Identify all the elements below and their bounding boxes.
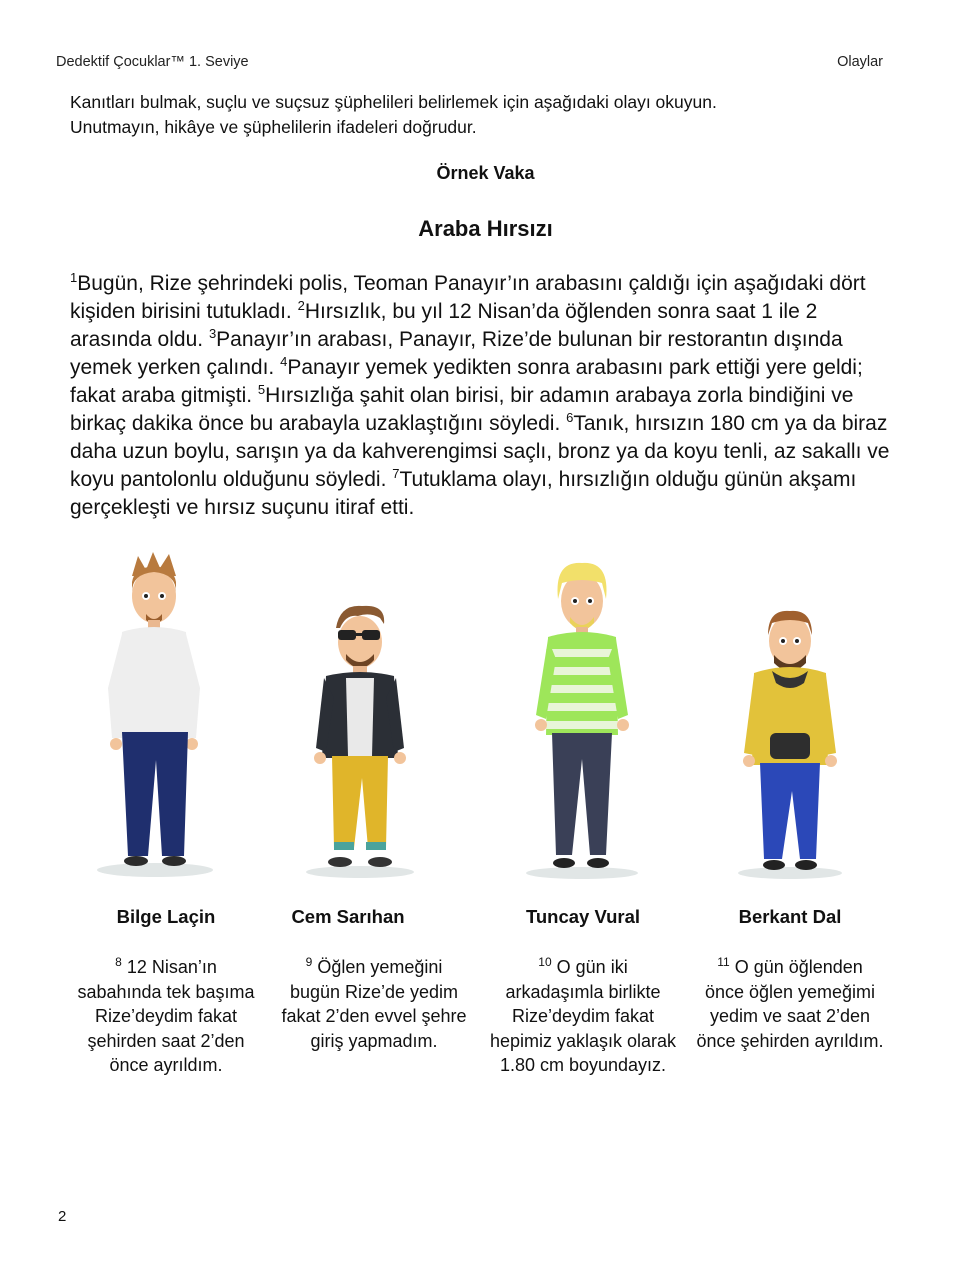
story-paragraph [70,270,900,522]
header-left: Dedektif Çocuklar™ 1. Seviye [56,54,249,70]
suspect-4-illustration [730,605,850,883]
sentence-6: Tanık, hırsızın 180 cm ya da biraz daha uzun boylu, sarışın ya da kahverengimsi saçlı, bronz ya da koyu tenli, az sakallı ve koyu pantolonlu olduğunu söyledi. [70,412,890,491]
sentence-7: Tutuklama olayı, hırsızlığın olduğu günün akşamı gerçekleşti ve hırsız suçunu itiraf etti. [70,468,857,519]
sentence-5: Hırsızlığa şahit olan birisi, bir adamın arabaya zorla bindiğini ve birkaç dakika önce bu arabayla uzaklaştığını söyledi. [70,384,854,435]
sentence-1: Bugün, Rize şehrindeki polis, Teoman Panayır’ın arabasını çaldığı için aşağıdaki dört kişiden birisini tutukladı. [70,272,866,323]
statement-text-2: Öğlen yemeğini bugün Rize’de yedim fakat 2’den evvel şehre giriş yapmadım. [281,957,467,1051]
statement-number-11: 11 [717,955,730,969]
sentence-4: Panayır yemek yedikten sonra arabasını park ettiği yere geldi; fakat araba gitmişti. [70,356,863,407]
sentence-2: Hırsızlık, bu yıl 12 Nisan’da öğlenden sonra saat 1 ile 2 arasında oldu. [70,300,818,351]
sentence-number-4: 4 [280,354,288,369]
suspect-statement-1 [72,955,260,1078]
intro-line-1: Kanıtları bulmak, suçlu ve suçsuz şüphelileri belirlemek için aşağıdaki olayı okuyun. [70,92,717,112]
sentence-number-7: 7 [392,466,400,481]
suspect-statement-2 [280,955,468,1053]
statement-number-10: 10 [538,955,552,969]
intro-line-2: Unutmayın, hikâye ve şüphelilerin ifadeleri doğrudur. [70,117,477,137]
header-right: Olaylar [837,54,883,70]
statement-number-8: 8 [115,955,122,969]
case-title: Araba Hırsızı [418,216,553,241]
suspect-statement-3 [489,955,677,1078]
suspect-name-2: Cem Sarıhan [291,906,405,927]
statement-number-9: 9 [305,955,313,969]
suspect-2-illustration [300,598,420,883]
case-label: Örnek Vaka [436,163,535,183]
statement-text-3: O gün iki arkadaşımla birlikte Rize’deydim fakat hepimiz yaklaşık olarak 1.80 cm boyundayız. [489,957,677,1075]
suspect-name-3: Tuncay Vural [525,906,641,927]
page-number: 2 [58,1208,67,1225]
statement-text-4: O gün öğlenden önce öğlen yemeğimi yedim ve saat 2’den önce şehirden ayrıldım. [696,957,884,1051]
suspect-3-illustration [520,555,645,883]
sentence-number-2: 2 [297,298,305,313]
sentence-number-5: 5 [257,382,266,397]
sentence-number-1: 1 [70,270,78,285]
suspect-name-1: Bilge Laçin [116,906,216,927]
sentence-number-6: 6 [566,410,574,425]
sentence-3: Panayır’ın arabası, Panayır, Rize’de bulunan bir restorantın dışında yemek yerken çalındı. [70,328,843,379]
suspect-1-illustration [90,548,220,883]
suspect-name-4: Berkant Dal [738,906,842,927]
sentence-number-3: 3 [208,326,217,341]
suspect-statement-4 [696,955,884,1053]
intro-text [70,90,890,140]
statement-text-1: 12 Nisan’ın sabahında tek başıma Rize’deydim fakat şehirden saat 2’den önce ayrıldım. [77,957,255,1075]
